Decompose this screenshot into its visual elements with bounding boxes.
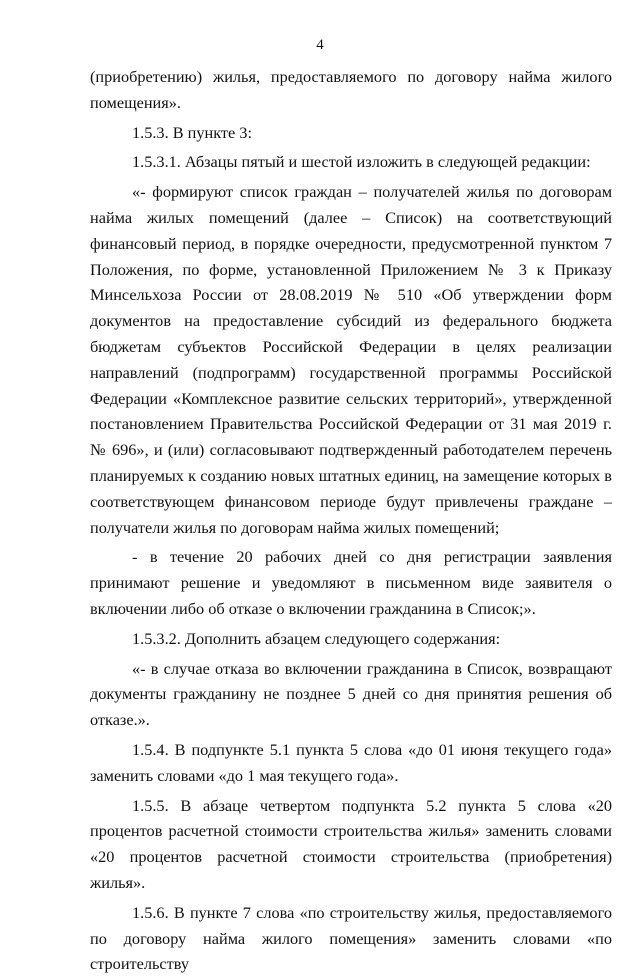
paragraph-quote-refusal: «- в случае отказа во включении гражданина в Список, возвращают документы гражданину не позднее 5 дней со дня принятия решения об отказе.». bbox=[90, 658, 612, 730]
page-number: 4 bbox=[316, 37, 324, 53]
paragraph-1-5-4: 1.5.4. В подпункте 5.1 пункта 5 слова «до 01 июня текущего года» заменить словами «до 1 мая текущего года». bbox=[90, 739, 612, 785]
paragraph-continuation: (приобретению) жилья, предоставляемого по договору найма жилого помещения». bbox=[90, 67, 612, 112]
paragraph-quote-list-formation: «- формируют список граждан – получателей жилья по договорам найма жилых помещений (далее – Список) на соответствующий финансовый период, в порядке очередности, предусмотренной пунктом 7 Положения, по форме, установленной Приложением № 3 к Приказу Минсельхоза России от 28.08.2019 № 510 «Об утверждении форм документов на предоставление субсидий из федерального бюджета бюджетам субъектов Российской Федерации в целях реализации направлений (подпрограмм) государственной программы Российской Федерации «Комплексное развитие сельских территорий», утвержденной постановлением Правительства Российской Федерации от 31 мая 2019 г. № 696», и (или) согласовывают подтвержденный работодателем перечень планируемых к созданию новых штатных единиц, на замещение которых в соответствующем финансовом периоде будут привлечены граждане – получатели жилья по договорам найма жилых помещений; bbox=[90, 182, 612, 537]
document-body bbox=[90, 64, 612, 977]
paragraph-1-5-3-1: 1.5.3.1. Абзацы пятый и шестой изложить в следующей редакции: bbox=[132, 152, 591, 172]
paragraph-quote-20-days: - в течение 20 рабочих дней со дня регистрации заявления принимают решение и уведомляют в письменном виде заявителя о включении либо об отказе о включении гражданина в Список;». bbox=[90, 547, 612, 618]
paragraph-1-5-3-2: 1.5.3.2. Дополнить абзацем следующего содержания: bbox=[132, 628, 501, 648]
paragraph-1-5-5: 1.5.5. В абзаце четвертом подпункта 5.2 пункта 5 слова «20 процентов расчетной стоимости строительства жилья» заменить словами «20 процентов расчетной стоимости строительства (приобретения) жилья». bbox=[90, 795, 612, 892]
paragraph-1-5-3: 1.5.3. В пункте 3: bbox=[132, 122, 252, 142]
paragraph-1-5-6: 1.5.6. В пункте 7 слова «по строительству жилья, предоставляемого по договору найма жилого помещения» заменить словами «по строительству bbox=[90, 902, 612, 974]
